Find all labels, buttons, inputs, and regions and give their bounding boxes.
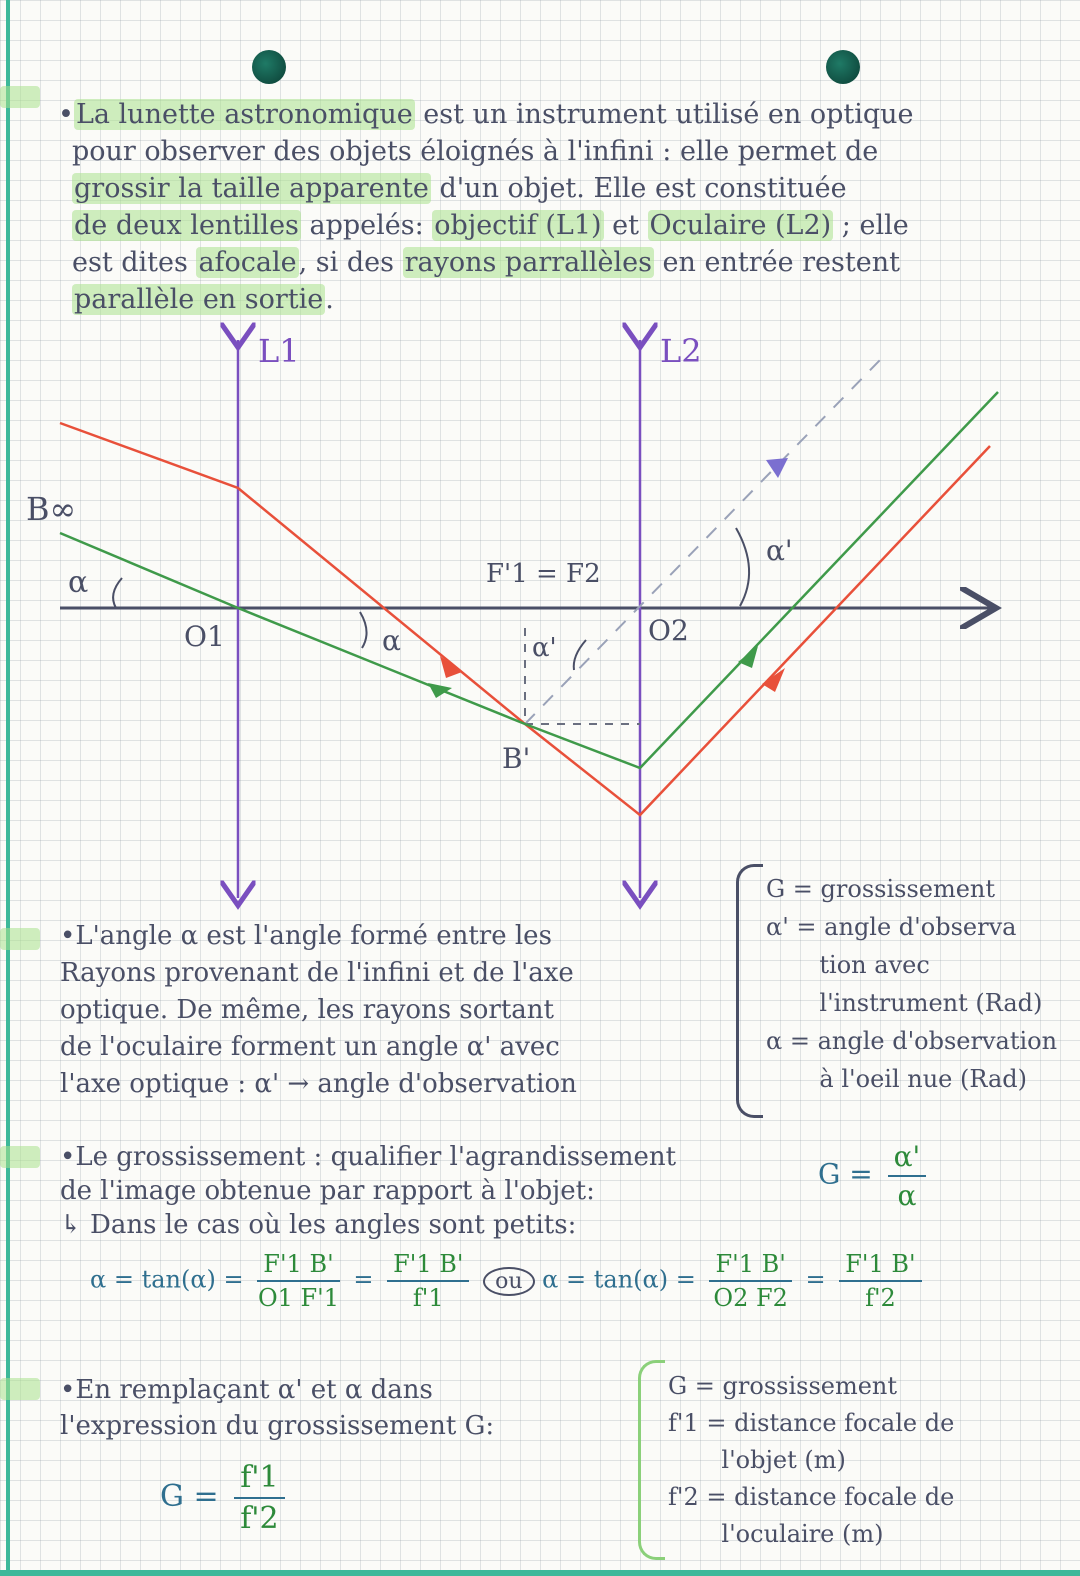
label-l1: L1 xyxy=(258,332,300,370)
equals-sign: = xyxy=(353,1265,374,1294)
fraction-numerator: F'1 B' xyxy=(709,1250,791,1282)
legend-brace xyxy=(638,1360,665,1560)
highlight-text: rayons parrallèles xyxy=(404,247,652,278)
legend-line: à l'oeil nue (Rad) xyxy=(766,1065,1028,1093)
g-fraction xyxy=(888,1140,927,1212)
g-numerator: α' xyxy=(888,1140,927,1177)
g-denominator: α xyxy=(897,1179,917,1212)
legend-line: G = grossissement xyxy=(668,1372,898,1400)
remplacement-line: •En remplaçant α' et α dans xyxy=(60,1375,433,1405)
highlight-text: objectif (L1) xyxy=(434,210,602,241)
red-ray-arrow xyxy=(762,668,785,692)
label-o1: O1 xyxy=(184,620,225,653)
legend-line: α = angle d'observation xyxy=(766,1027,1058,1055)
optics-diagram xyxy=(0,320,1080,920)
label-l2: L2 xyxy=(660,332,702,370)
highlight-mark xyxy=(0,1146,40,1168)
angle-arc-alpha-left xyxy=(113,578,122,608)
g-numerator: f'1 xyxy=(234,1460,284,1499)
legend-line: α' = angle d'observa xyxy=(766,913,1017,941)
label-b-infinity: B∞ xyxy=(26,490,77,528)
label-alpha-mid: α xyxy=(382,624,401,657)
fraction-numerator: F'1 B' xyxy=(257,1250,339,1282)
g-label: G = xyxy=(818,1157,873,1191)
grossissement-paragraph xyxy=(60,1140,800,1242)
label-o2: O2 xyxy=(648,614,689,647)
intro-line: de deux lentilles appelés: objectif (L1) et Oculaire (L2) ; elle xyxy=(74,210,909,241)
highlight-text: de deux lentilles xyxy=(74,210,299,241)
grossissement-line: ↳ Dans le cas où les angles sont petits: xyxy=(60,1210,577,1240)
highlight-mark xyxy=(0,928,40,950)
legend-line: l'instrument (Rad) xyxy=(766,989,1043,1017)
focal-legend xyxy=(638,1360,1058,1560)
legend-line: l'objet (m) xyxy=(668,1446,846,1474)
fraction-denominator: O2 F2 xyxy=(713,1284,788,1312)
legend-line: tion avec xyxy=(766,951,930,979)
legend-brace xyxy=(736,864,763,1118)
tan-formula-objective xyxy=(90,1250,928,1312)
angle-legend xyxy=(736,864,1070,1118)
highlight-text: La lunette astronomique xyxy=(75,99,413,130)
legend-line: G = grossissement xyxy=(766,875,996,903)
label-alpha-prime-mid: α' xyxy=(532,633,557,663)
remplacement-paragraph xyxy=(60,1372,620,1444)
label-b-prime: B' xyxy=(502,742,531,775)
angle-line: de l'oculaire forment un angle α' avec xyxy=(60,1032,560,1062)
highlight-text: parallèle en sortie xyxy=(74,284,324,315)
intro-line: grossir la taille apparente d'un objet. Elle est constituée xyxy=(74,173,847,204)
g-focal-formula xyxy=(160,1460,291,1536)
intro-line: est dites afocale, si des rayons parrallèles en entrée restent xyxy=(72,247,900,278)
g-formula xyxy=(818,1140,932,1212)
red-ray-arrow xyxy=(440,656,462,678)
highlight-text: Oculaire (L2) xyxy=(649,210,832,241)
legend-line: f'2 = distance focale de xyxy=(668,1483,955,1511)
dashed-image-ray xyxy=(525,360,880,724)
highlight-text: grossir la taille apparente xyxy=(74,173,429,204)
grossissement-line: de l'image obtenue par rapport à l'objet: xyxy=(60,1176,595,1206)
legend-line: f'1 = distance focale de xyxy=(668,1409,955,1437)
binder-hole-left xyxy=(252,50,286,84)
fraction-numerator: F'1 B' xyxy=(387,1250,469,1282)
intro-line: •La lunette astronomique est un instrument utilisé en optique xyxy=(58,99,914,130)
legend-line: l'oculaire (m) xyxy=(668,1520,884,1548)
bottom-border xyxy=(0,1570,1080,1576)
angle-arc-alpha-prime-mid xyxy=(574,640,586,670)
fraction-denominator: f'2 xyxy=(865,1284,896,1312)
formula-lhs: α = tan(α) = xyxy=(542,1265,696,1294)
label-alpha-prime-right: α' xyxy=(766,534,793,567)
highlight-text: afocale xyxy=(198,247,297,278)
intro-paragraph xyxy=(58,96,1058,318)
angle-line: l'axe optique : α' → angle d'observation xyxy=(60,1069,577,1099)
highlight-mark xyxy=(0,86,40,108)
fraction-denominator: f'1 xyxy=(412,1284,444,1312)
green-ray-arrow xyxy=(428,683,452,698)
grossissement-line: •Le grossissement : qualifier l'agrandissement xyxy=(60,1142,677,1172)
equals-sign: = xyxy=(805,1265,826,1294)
fraction-denominator: O1 F'1 xyxy=(257,1284,340,1312)
angle-line: •L'angle α est l'angle formé entre les xyxy=(60,921,552,951)
label-focus: F'1 = F2 xyxy=(486,559,601,589)
image-direction-arrow xyxy=(766,458,788,478)
ou-circle: ou xyxy=(483,1267,534,1296)
label-alpha-left: α xyxy=(68,565,89,600)
remplacement-line: l'expression du grossissement G: xyxy=(60,1411,495,1441)
binder-hole-right xyxy=(826,50,860,84)
formula-lhs: α = tan(α) = xyxy=(90,1265,244,1294)
angle-arc-alpha-mid xyxy=(360,612,367,648)
highlight-mark xyxy=(0,1378,40,1400)
fraction-numerator: F'1 B' xyxy=(839,1250,921,1282)
intro-line: parallèle en sortie. xyxy=(74,284,334,315)
intro-line: pour observer des objets éloignés à l'infini : elle permet de xyxy=(72,136,879,167)
green-ray-arrow xyxy=(738,646,758,668)
angle-line: Rayons provenant de l'infini et de l'axe xyxy=(60,958,574,988)
g-label: G = xyxy=(160,1479,219,1514)
g-denominator: f'2 xyxy=(240,1501,279,1536)
angle-line: optique. De même, les rayons sortant xyxy=(60,995,554,1025)
angle-paragraph xyxy=(60,918,740,1103)
angle-arc-alpha-prime-right xyxy=(736,528,749,606)
